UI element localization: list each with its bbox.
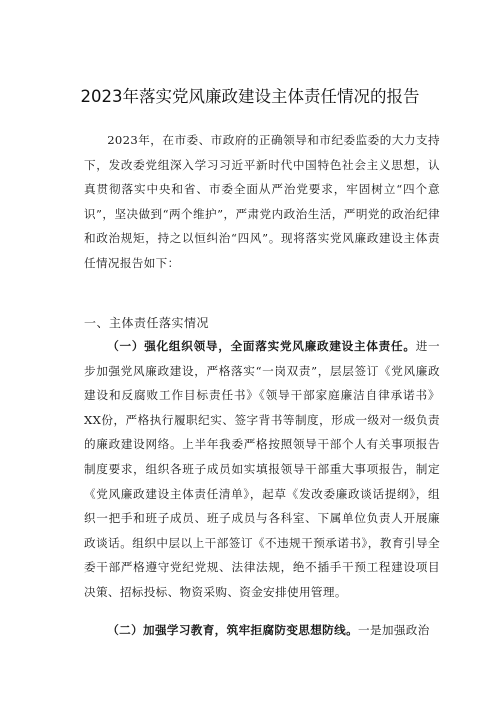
paragraph-body-text: 进一步加强党风廉政建设，严格落实“一岗双责”，层层签订《党风廉政建设和反腐败工作目标责任书》《领导干部家庭廉洁自律承诺书》XX份，严格执行履职纪实、签字背书等制度，形成一级对一级负责的廉政建设网络。上半年我委严格按照领导干部个人有关事项报告制度要求，组织各班子成员如实填报领导干部重大事项报告，制定《党风廉政建设主体责任清单》，起草《发改委廉政谈话提纲》，组织一把手和班子成员、班子成员与各科室、下属单位负责人开展廉政谈话。组织中层以上干部签订《不违规干预承诺书》，教育引导全委干部严格遵守党纪党规、法律法规，绝不插手干预工程建设项目决策、招标投标、物资采购、资金安排使用管理。 [84, 339, 440, 599]
paragraph-lead-heading: （一）强化组织领导，全面落实党风廉政建设主体责任。 [107, 339, 416, 353]
paragraph-organization-leadership [84, 334, 440, 605]
paragraph-learning-education [84, 618, 440, 643]
paragraph-lead-heading: （二）加强学习教育，筑牢拒腐防变思想防线。 [107, 623, 359, 637]
document-title: 2023年落实党风廉政建设主体责任情况的报告 [80, 87, 420, 106]
intro-paragraph: 2023年，在市委、市政府的正确领导和市纪委监委的大力支持下，发改委党组深入学习习近平新时代中国特色社会主义思想，认真贯彻落实中央和省、市委全面从严治党要求，牢固树立“四个意识”，坚决做到“两个维护”，严肃党内政治生活，严明党的政治纪律和政治规矩，持之以恒纠治“四风”。现将落实党风廉政建设主体责任情况报告如下： [84, 133, 440, 270]
section-heading-1: 一、主体责任落实情况 [84, 316, 210, 330]
paragraph-body-text: 一是加强政治 [358, 623, 430, 637]
